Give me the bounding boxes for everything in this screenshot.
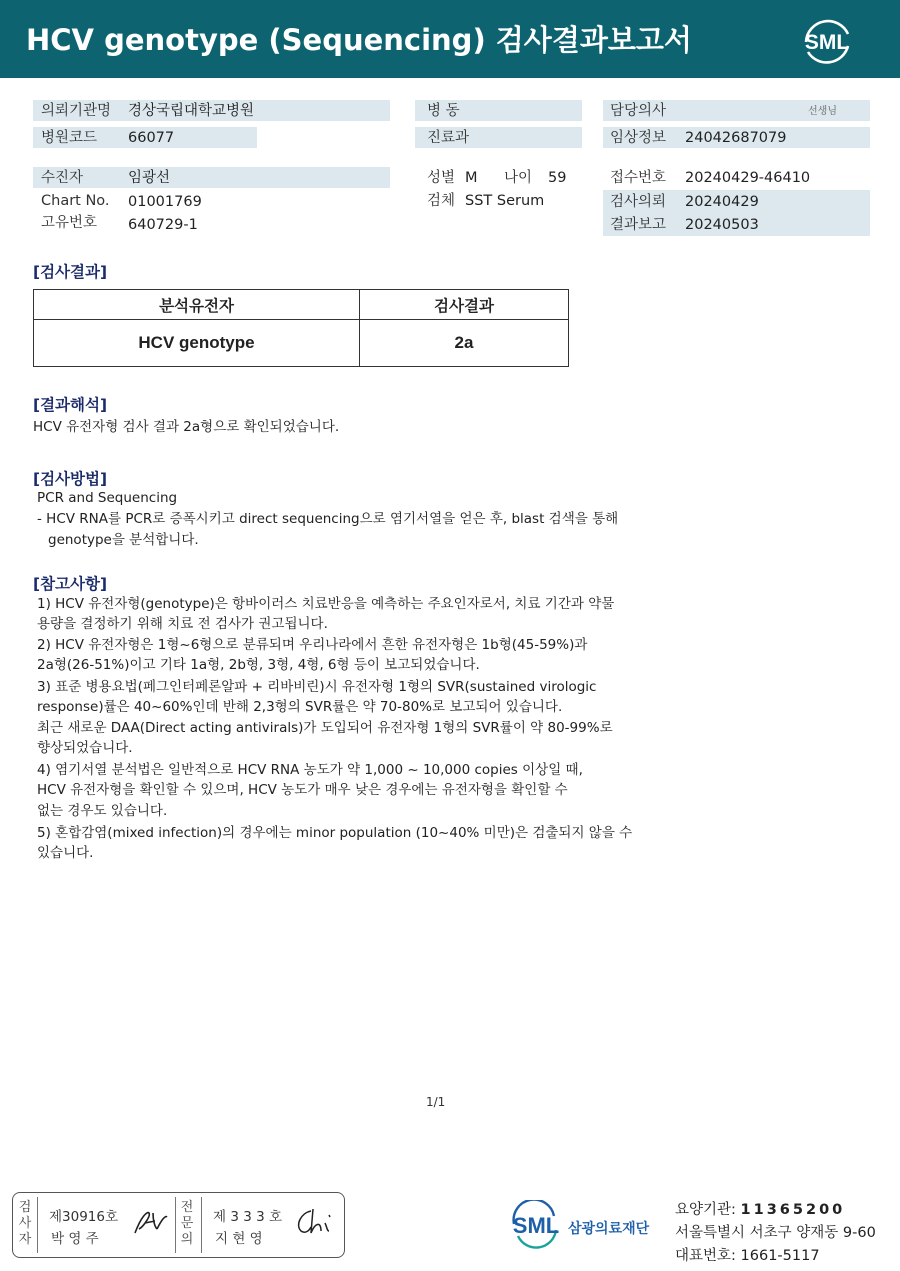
method-title: [검사방법] — [33, 470, 108, 488]
sml-foundation-logo-icon — [510, 1200, 670, 1252]
specialist-license-no: 제 3 3 3 호 — [213, 1209, 283, 1225]
method-line: - HCV RNA를 PCR로 증폭시키고 direct sequencing으로 염기서열을 얻은 후, blast 검색을 통해 — [37, 511, 619, 527]
method-line: genotype을 분석합니다. — [48, 532, 199, 548]
table-header-gene: 분석유전자 — [34, 290, 360, 320]
reference-line: 1) HCV 유전자형(genotype)은 항바이러스 치료반응을 예측하는 주요인자로서, 치료 기간과 약물 — [37, 596, 615, 612]
ward-label: 병 동 — [427, 103, 460, 119]
reference-line: 2) HCV 유전자형은 1형~6형으로 분류되며 우리나라에서 흔한 유전자형은 1b형(45-59%)과 — [37, 637, 588, 653]
reference-line: HCV 유전자형을 확인할 수 있으며, HCV 농도가 매우 낮은 경우에는 유전자형을 확인할 수 — [37, 782, 568, 798]
sex-label: 성별 — [427, 170, 456, 186]
result-table — [33, 289, 569, 367]
result-cell: 2a — [360, 320, 569, 367]
footer-address: 서울특별시 서초구 양재동 9-60 — [675, 1225, 876, 1241]
examiner-vertical-label: 검 사 자 — [18, 1200, 32, 1247]
unique-label: 고유번호 — [41, 215, 98, 231]
reference-line: 2a형(26-51%)이고 기타 1a형, 2b형, 3형, 4형, 6형 등이 보고되었습니다. — [37, 657, 480, 673]
age-value: 59 — [548, 170, 567, 186]
specimen-value: SST Serum — [465, 193, 545, 209]
report-value: 20240503 — [685, 217, 759, 233]
report-title: HCV genotype (Sequencing) 검사결과보고서 — [26, 23, 692, 57]
footer-org-name: 삼광의료재단 — [568, 1221, 650, 1237]
dept-label: 진료과 — [427, 130, 470, 146]
examiner-signature-icon — [131, 1207, 171, 1237]
clinical-value: 24042687079 — [685, 130, 787, 146]
interpretation-title: [결과해석] — [33, 396, 108, 414]
divider — [175, 1197, 176, 1253]
sex-value: M — [465, 170, 478, 186]
receipt-value: 20240429-46410 — [685, 170, 811, 186]
method-line: PCR and Sequencing — [37, 490, 178, 506]
examiner-license-no: 제30916호 — [49, 1209, 119, 1225]
examiner-name: 박 영 주 — [51, 1231, 99, 1247]
table-header-row — [34, 290, 569, 320]
hospital-code-value: 66077 — [128, 130, 175, 146]
doctor-suffix: 선생님 — [808, 106, 837, 117]
divider — [37, 1197, 38, 1253]
divider — [201, 1197, 202, 1253]
institution-value: 경상국립대학교병원 — [128, 103, 255, 119]
reference-line: 있습니다. — [37, 845, 94, 861]
specialist-vertical-label: 전 문 의 — [180, 1200, 194, 1247]
interpretation-text: HCV 유전자형 검사 결과 2a형으로 확인되었습니다. — [33, 419, 340, 435]
reference-line: 향상되었습니다. — [37, 740, 133, 756]
request-value: 20240429 — [685, 194, 759, 210]
report-label: 결과보고 — [610, 217, 667, 233]
specialist-name: 지 현 영 — [215, 1231, 263, 1247]
chart-value: 01001769 — [128, 194, 202, 210]
signature-box — [12, 1192, 345, 1258]
receipt-label: 접수번호 — [610, 170, 667, 186]
reference-line: 용량을 결정하기 위해 치료 전 검사가 권고됩니다. — [37, 616, 328, 632]
institution-label: 의뢰기관명 — [41, 103, 112, 119]
patient-value: 임광선 — [128, 170, 171, 186]
unique-value: 640729-1 — [128, 217, 198, 233]
page-number: 1/1 — [426, 1095, 446, 1109]
reference-line: 없는 경우도 있습니다. — [37, 803, 168, 819]
report-header — [0, 0, 900, 78]
hospital-code-label: 병원코드 — [41, 130, 98, 146]
reference-line: 5) 혼합감염(mixed infection)의 경우에는 minor population (10~40% 미만)은 검출되지 않을 수 — [37, 825, 633, 841]
footer-phone: 대표번호: 1661-5117 — [675, 1248, 820, 1264]
age-label: 나이 — [504, 170, 533, 186]
footer-logo-text: SML — [512, 1213, 560, 1238]
footer-code: 요양기관: 11365200 — [675, 1202, 846, 1218]
chart-label: Chart No. — [41, 193, 110, 209]
result-section-title: [검사결과] — [33, 263, 108, 281]
table-header-result: 검사결과 — [360, 290, 569, 320]
reference-title: [참고사항] — [33, 575, 108, 593]
patient-field — [33, 167, 390, 188]
reference-line: 최근 새로운 DAA(Direct acting antivirals)가 도입되어 유전자형 1형의 SVR률이 약 80-99%로 — [37, 720, 613, 736]
patient-label: 수진자 — [41, 170, 84, 186]
gene-cell: HCV genotype — [34, 320, 360, 367]
sml-logo-text: SML — [804, 31, 850, 54]
reference-line: response)률은 40~60%인데 반해 2,3형의 SVR률은 약 70-80%로 보고되어 있습니다. — [37, 699, 563, 715]
reference-line: 3) 표준 병용요법(페그인터페론알파 + 리바비린)시 유전자형 1형의 SVR(sustained virologic — [37, 679, 597, 695]
specimen-label: 검체 — [427, 193, 456, 209]
reference-line: 4) 염기서열 분석법은 일반적으로 HCV RNA 농도가 약 1,000 ~ 10,000 copies 이상일 때, — [37, 762, 583, 778]
sml-logo-icon — [796, 12, 858, 70]
table-row — [34, 320, 569, 367]
doctor-label: 담당의사 — [610, 103, 667, 119]
specialist-signature-icon — [293, 1205, 335, 1239]
clinical-label: 임상정보 — [610, 130, 667, 146]
request-label: 검사의뢰 — [610, 194, 667, 210]
